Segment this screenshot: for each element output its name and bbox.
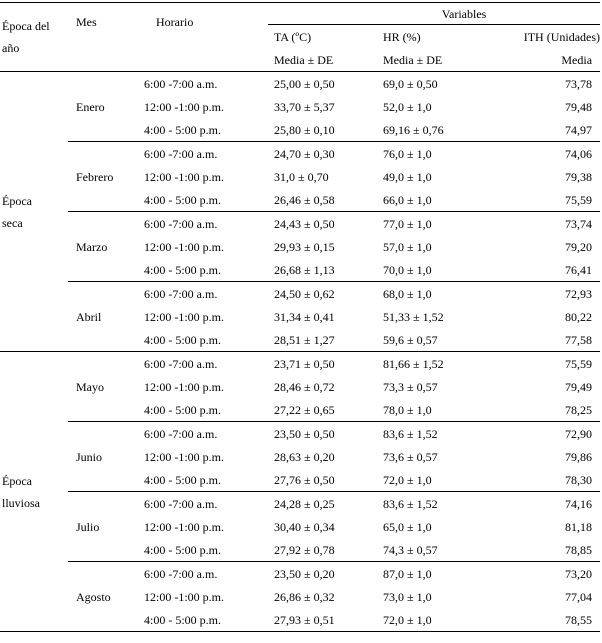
season-name-line2: seca — [2, 215, 23, 230]
table-header — [0, 3, 600, 72]
season-name-line1: Época — [2, 473, 32, 488]
hr-cell: 74,3 ± 0,57 — [383, 542, 438, 557]
ta-cell: 24,43 ± 0,50 — [268, 212, 375, 236]
hr-cell: 70,0 ± 1,0 — [383, 262, 432, 277]
header-ith: ITH (Unidades) — [523, 29, 601, 44]
ta-cell: 28,63 ± 0,20 — [274, 449, 335, 464]
hr-cell: 49,0 ± 1,0 — [383, 169, 432, 184]
hr-cell: 68,0 ± 1,0 — [375, 282, 481, 306]
month-cell: Junio — [68, 422, 134, 492]
ta-cell: 28,51 ± 1,27 — [274, 332, 335, 347]
ta-cell: 33,70 ± 5,37 — [274, 99, 335, 114]
ith-cell: 79,48 — [565, 99, 593, 114]
ta-cell: 30,40 ± 0,34 — [274, 519, 335, 534]
hr-cell: 73,3 ± 0,57 — [383, 379, 438, 394]
table-body — [0, 72, 600, 632]
hr-cell: 65,0 ± 1,0 — [383, 519, 432, 534]
horario-cell: 12:00 -1:00 p.m. — [144, 239, 224, 254]
month-cell: Enero — [76, 99, 105, 114]
header-epoca — [0, 3, 68, 72]
ta-cell: 24,28 ± 0,25 — [268, 492, 375, 516]
month-cell: Agosto — [68, 562, 134, 632]
ith-cell: 76,41 — [565, 262, 593, 277]
season-cell — [0, 352, 68, 632]
hr-cell: 76,0 ± 1,0 — [375, 142, 481, 166]
season-cell — [0, 72, 68, 352]
horario-cell: 6:00 -7:00 a.m. — [134, 142, 268, 166]
horario-cell: 12:00 -1:00 p.m. — [144, 449, 224, 464]
ith-cell: 72,93 — [481, 282, 600, 306]
hr-cell: 51,33 ± 1,52 — [383, 309, 444, 324]
hr-cell: 83,6 ± 1,52 — [375, 492, 481, 516]
ta-cell: 25,80 ± 0,10 — [274, 122, 335, 137]
ta-cell: 23,50 ± 0,50 — [268, 422, 375, 446]
ith-cell: 79,86 — [565, 449, 593, 464]
ith-cell: 78,85 — [565, 542, 593, 557]
ta-cell: 27,93 ± 0,51 — [268, 608, 375, 632]
hr-cell: 66,0 ± 1,0 — [383, 192, 432, 207]
ta-cell: 27,92 ± 0,78 — [274, 542, 335, 557]
ith-cell: 74,97 — [565, 122, 593, 137]
ith-cell: 75,59 — [481, 352, 600, 376]
ta-cell: 25,00 ± 0,50 — [274, 76, 335, 91]
ith-cell: 73,74 — [481, 212, 600, 236]
ith-cell: 79,49 — [565, 379, 593, 394]
hr-cell: 73,6 ± 0,57 — [383, 449, 438, 464]
ta-cell: 27,76 ± 0,50 — [274, 472, 335, 487]
variables-table — [0, 2, 600, 632]
month-cell: Marzo — [68, 212, 134, 282]
horario-cell: 12:00 -1:00 p.m. — [144, 309, 224, 324]
ith-cell: 75,59 — [565, 192, 593, 207]
month-cell: Mayo — [68, 352, 134, 422]
hr-cell: 78,0 ± 1,0 — [383, 402, 432, 417]
hr-cell: 81,66 ± 1,52 — [375, 352, 481, 376]
ith-cell: 73,20 — [481, 562, 600, 586]
hr-cell: 77,0 ± 1,0 — [375, 212, 481, 236]
hr-cell: 72,0 ± 1,0 — [375, 608, 481, 632]
horario-cell: 4:00 - 5:00 p.m. — [144, 192, 221, 207]
ta-cell: 31,34 ± 0,41 — [274, 309, 335, 324]
month-cell: Abril — [68, 282, 134, 352]
ta-cell: 29,93 ± 0,15 — [274, 239, 335, 254]
header-mes: Mes — [68, 3, 134, 72]
month-cell: Julio — [68, 492, 134, 562]
horario-cell: 4:00 - 5:00 p.m. — [144, 122, 221, 137]
ith-cell: 78,30 — [565, 472, 593, 487]
hr-cell: 69,0 ± 0,50 — [383, 76, 438, 91]
hr-cell: 59,6 ± 0,57 — [383, 332, 438, 347]
ta-cell: 31,0 ± 0,70 — [274, 169, 329, 184]
hr-cell: 72,0 ± 1,0 — [383, 472, 432, 487]
ith-cell: 72,90 — [481, 422, 600, 446]
header-ta: TA (ºC) — [274, 29, 312, 44]
horario-cell: 6:00 -7:00 a.m. — [134, 352, 268, 376]
hr-cell: 52,0 ± 1,0 — [383, 99, 432, 114]
hr-cell: 57,0 ± 1,0 — [383, 239, 432, 254]
ith-cell: 78,25 — [565, 402, 593, 417]
horario-cell: 12:00 -1:00 p.m. — [144, 169, 224, 184]
header-horario: Horario — [134, 3, 268, 72]
header-ta-sub: Media ± DE — [268, 48, 375, 72]
ith-cell: 81,18 — [565, 519, 593, 534]
table-row — [0, 282, 600, 306]
horario-cell: 4:00 - 5:00 p.m. — [134, 608, 268, 632]
horario-cell: 4:00 - 5:00 p.m. — [144, 262, 221, 277]
horario-cell: 6:00 -7:00 a.m. — [134, 282, 268, 306]
ith-cell: 79,38 — [565, 169, 593, 184]
ith-cell: 78,55 — [481, 608, 600, 632]
hr-cell: 69,16 ± 0,76 — [383, 122, 444, 137]
horario-cell: 6:00 -7:00 a.m. — [144, 76, 218, 91]
table-row — [0, 142, 600, 166]
hr-cell: 73,0 ± 1,0 — [383, 589, 432, 604]
ta-cell: 24,50 ± 0,62 — [268, 282, 375, 306]
ith-cell: 74,06 — [481, 142, 600, 166]
header-variables: Variables — [268, 3, 600, 25]
table-row — [0, 72, 600, 96]
table-row — [0, 212, 600, 236]
table-row — [0, 492, 600, 516]
ta-cell: 24,70 ± 0,30 — [268, 142, 375, 166]
horario-cell: 12:00 -1:00 p.m. — [144, 589, 224, 604]
ta-cell: 26,46 ± 0,58 — [274, 192, 335, 207]
hr-cell: 87,0 ± 1,0 — [375, 562, 481, 586]
ta-cell: 26,68 ± 1,13 — [274, 262, 335, 277]
horario-cell: 12:00 -1:00 p.m. — [144, 99, 224, 114]
ta-cell: 23,50 ± 0,20 — [268, 562, 375, 586]
horario-cell: 4:00 - 5:00 p.m. — [144, 472, 221, 487]
header-epoca-label: Época del año — [2, 19, 50, 55]
horario-cell: 6:00 -7:00 a.m. — [134, 422, 268, 446]
ta-cell: 26,86 ± 0,32 — [274, 589, 335, 604]
ta-cell: 23,71 ± 0,50 — [268, 352, 375, 376]
horario-cell: 12:00 -1:00 p.m. — [144, 519, 224, 534]
ith-cell: 77,04 — [565, 589, 593, 604]
table-row — [0, 352, 600, 376]
header-hr-sub: Media ± DE — [375, 48, 481, 72]
horario-cell: 12:00 -1:00 p.m. — [144, 379, 224, 394]
ta-cell: 28,46 ± 0,72 — [274, 379, 335, 394]
ith-cell: 74,16 — [481, 492, 600, 516]
horario-cell: 6:00 -7:00 a.m. — [134, 212, 268, 236]
table-row — [0, 422, 600, 446]
ith-cell: 73,78 — [565, 76, 593, 91]
hr-cell: 83,6 ± 1,52 — [375, 422, 481, 446]
ith-cell: 79,20 — [565, 239, 593, 254]
season-name-line2: lluviosa — [2, 495, 40, 510]
header-hr: HR (%) — [383, 29, 421, 44]
horario-cell: 4:00 - 5:00 p.m. — [144, 542, 221, 557]
ta-cell: 27,22 ± 0,65 — [274, 402, 335, 417]
month-cell: Febrero — [68, 142, 134, 212]
horario-cell: 6:00 -7:00 a.m. — [134, 492, 268, 516]
horario-cell: 4:00 - 5:00 p.m. — [144, 332, 221, 347]
table-row — [0, 562, 600, 586]
horario-cell: 4:00 - 5:00 p.m. — [144, 402, 221, 417]
horario-cell: 6:00 -7:00 a.m. — [134, 562, 268, 586]
season-name-line1: Época — [2, 193, 32, 208]
ith-cell: 77,58 — [565, 332, 593, 347]
header-ith-sub: Media — [481, 48, 600, 72]
ith-cell: 80,22 — [565, 309, 593, 324]
